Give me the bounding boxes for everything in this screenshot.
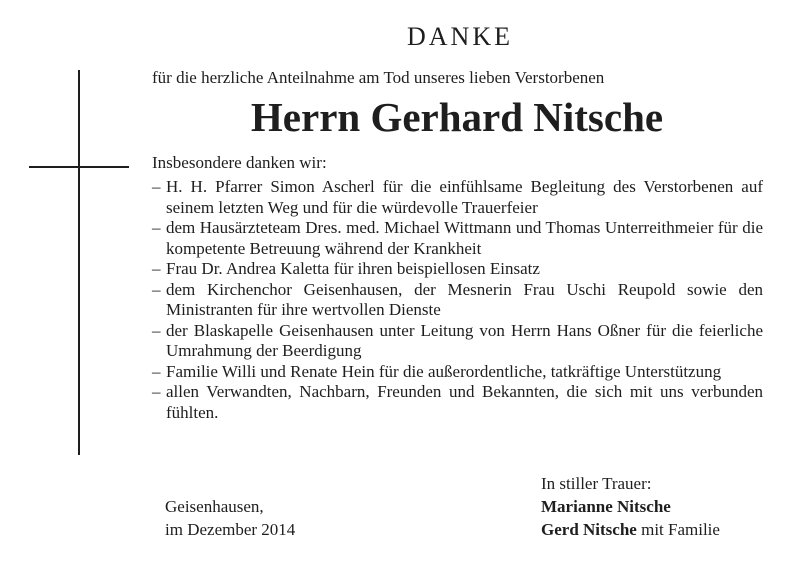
thanks-list xyxy=(152,177,763,423)
intro-line: für die herzliche Anteilnahme am Tod unseres lieben Verstorbenen xyxy=(152,68,605,87)
thanks-item: – dem Hausärzteteam Dres. med. Michael Wittmann und Thomas Unterreithmeier für die kompetente Betreuung während der Krankheit xyxy=(152,218,763,259)
thanks-item: – dem Kirchenchor Geisenhausen, der Mesnerin Frau Uschi Reupold sowie den Ministranten für ihre wertvollen Dienste xyxy=(152,280,763,321)
signatory-second xyxy=(541,520,720,540)
cross-horizontal-bar xyxy=(29,166,129,168)
date-text: im Dezember 2014 xyxy=(165,520,296,539)
deceased-name: Herrn Gerhard Nitsche xyxy=(250,94,664,140)
cross-vertical-bar xyxy=(78,70,80,455)
thanks-item: – H. H. Pfarrer Simon Ascherl für die einfühlsame Begleitung des Verstorbenen auf seinem letzten Weg und für die würdevolle Trauerfeier xyxy=(152,177,763,218)
signatory-first: Marianne Nitsche xyxy=(541,497,671,516)
signatory-second-name: Gerd Nitsche xyxy=(541,520,637,539)
thanks-item: – der Blaskapelle Geisenhausen unter Leitung von Herrn Hans Oßner für die feierliche Umrahmung der Beerdigung xyxy=(152,321,763,362)
notice-heading: DANKE xyxy=(407,22,513,51)
thanks-item: – Familie Willi und Renate Hein für die außerordentliche, tatkräftige Unterstützung xyxy=(152,362,763,383)
thanks-item: – Frau Dr. Andrea Kaletta für ihren beispiellosen Einsatz xyxy=(152,259,763,280)
place-text: Geisenhausen, xyxy=(165,497,264,516)
signatory-second-suffix: mit Familie xyxy=(636,520,720,539)
thanks-intro: Insbesondere danken wir: xyxy=(152,153,327,172)
mourning-label: In stiller Trauer: xyxy=(541,474,652,493)
thanks-item: – allen Verwandten, Nachbarn, Freunden und Bekannten, die sich mit uns verbunden fühlten. xyxy=(152,382,763,423)
